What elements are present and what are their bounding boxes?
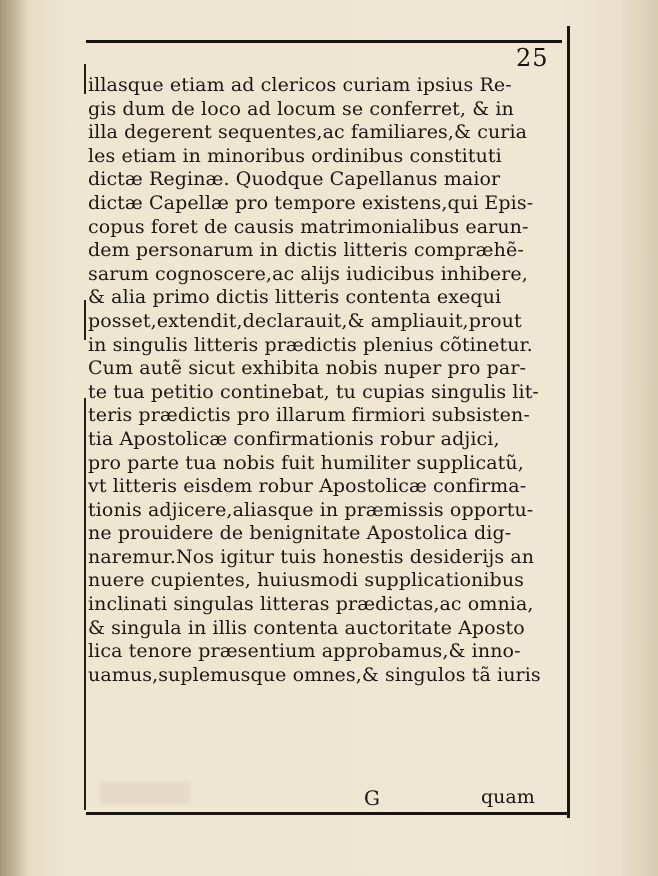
text-line: naremur.Nos igitur tuis honestis desiderijs an bbox=[88, 545, 535, 568]
text-line: ne prouidere de benignitate Apostolica dig- bbox=[88, 522, 512, 545]
catchword: quam bbox=[481, 786, 535, 808]
text-line: teris prædictis pro illarum firmiori subsisten- bbox=[88, 404, 530, 427]
left-rule-middle bbox=[84, 300, 86, 340]
body-text bbox=[88, 74, 556, 687]
text-line: pro parte tua nobis fuit humiliter supplicatũ, bbox=[88, 451, 524, 474]
text-line: vt litteris eisdem robur Apostolicæ confirma- bbox=[88, 475, 527, 498]
text-line: tia Apostolicæ confirmationis robur adjici, bbox=[88, 427, 500, 450]
right-rule bbox=[567, 26, 570, 818]
text-line: & alia primo dictis litteris contenta exequi bbox=[88, 286, 502, 309]
text-line: les etiam in minoribus ordinibus constituti bbox=[88, 144, 502, 167]
bottom-rule bbox=[86, 812, 568, 815]
text-line: uamus,suplemusque omnes,& singulos tã iuris bbox=[88, 663, 541, 686]
text-line: tionis adjicere,aliasque in præmissis opportu- bbox=[88, 498, 534, 521]
text-line: posset,extendit,declarauit,& ampliauit,prout bbox=[88, 309, 522, 332]
text-line: illasque etiam ad clericos curiam ipsius Re- bbox=[88, 74, 512, 96]
text-line: copus foret de causis matrimonialibus earun- bbox=[88, 215, 529, 238]
left-rule-upper bbox=[84, 64, 86, 94]
text-line: dictæ Reginæ. Quodque Capellanus maior bbox=[88, 168, 501, 191]
top-rule bbox=[86, 40, 562, 43]
left-rule-lower bbox=[84, 398, 86, 810]
text-line: nuere cupientes, huiusmodi supplicationibus bbox=[88, 569, 525, 592]
text-line: lica tenore præsentium approbamus,& inno- bbox=[88, 640, 521, 663]
text-line: illa degerent sequentes,ac familiares,& curia bbox=[88, 121, 528, 144]
text-line: gis dum de loco ad locum se conferret, & in bbox=[88, 97, 514, 120]
text-line: & singula in illis contenta auctoritate Aposto bbox=[88, 616, 525, 639]
text-line: dem personarum in dictis litteris compræhẽ- bbox=[88, 239, 524, 262]
page-number: 25 bbox=[516, 44, 549, 72]
text-line: Cum autẽ sicut exhibita nobis nuper pro par- bbox=[88, 357, 527, 380]
gutter-shadow bbox=[0, 0, 28, 876]
show-through-stain bbox=[100, 782, 190, 804]
signature-mark: G bbox=[364, 786, 380, 810]
text-line: te tua petitio continebat, tu cupias singulis lit- bbox=[88, 380, 539, 403]
text-line: inclinati singulas litteras prædictas,ac omnia, bbox=[88, 593, 534, 616]
text-line: sarum cognoscere,ac alijs iudicibus inhibere, bbox=[88, 262, 528, 285]
text-line: in singulis litteris prædictis plenius cõtinetur. bbox=[88, 333, 533, 356]
text-line: dictæ Capellæ pro tempore existens,qui Epis- bbox=[88, 191, 534, 214]
